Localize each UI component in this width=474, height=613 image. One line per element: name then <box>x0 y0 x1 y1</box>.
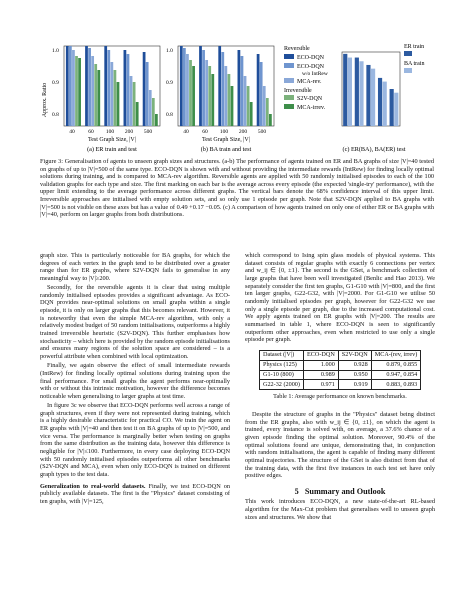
bar <box>66 46 69 126</box>
panel-a-xtick-5: 500 <box>143 129 153 135</box>
panel-a-ytick-1: 1.0 <box>52 48 59 54</box>
panel-b-ytick-2: 0.9 <box>166 80 173 86</box>
bar <box>192 66 195 126</box>
right-paragraph-2: Despite the structure of graphs in the "Physics" dataset being distinct from the ER graphs, also with w_ij ∈ {0, ±1}, on which the agent is trained, every instance is solved with, on average, a 37.6% chance of a given episode finding the optimal solution. Moreover, 90.4% of the optimal solutions found are unique, demonstrating that, in conjunction with random initialisations, the agent is capable of finding many different optimal trajectories. The structure of the GSet is also distinct from that of the training data, with the first five instances in each test set have only positive edges. <box>245 410 435 480</box>
legend-ba-train: BA train <box>404 61 425 67</box>
legend-header-irreversible: Irreversible <box>284 88 312 94</box>
bar <box>394 93 398 126</box>
bar <box>228 74 231 126</box>
table-cell: Physics (125) <box>260 360 304 370</box>
table-header: MCA-(rev, irrev) <box>371 350 421 360</box>
panel-b-xtick-1: 40 <box>183 129 189 135</box>
panel-b <box>166 46 274 153</box>
bar <box>208 66 211 126</box>
figure-caption: Figure 3: Generalisation of agents to unseen graph sizes and structures. (a-b) The performance of agents trained on ER and BA graphs of size |V|=40 tested on graphs of up to |V|=500 of the same type. ECO-DQN is shown with and without providing the intermediate rewards (IntRew) for finding locally optimal solutions during training, and is compared to MCA-rev algorithm. Reversible agents are applied with 50 randomly initialised episodes to each of the 100 validation graphs for each type and size. The first marking on each bar is the average across every episode (the expected 'single-try' performance), with the upper limit extending to the average performance across different graphs. The vertical bars denote the 68% confidence interval of this upper limit. Irreversible approaches are initialised with empty solution sets, and so only use 1 episode per graph. Note that S2V-DQN applied to BA graphs with |V|=500 is not visible on these axes but has a value of 0.49 +0.17 −0.05. (c) A comparison of how agents trained on only one of either ER or BA graphs with |V|=40, perform on larger graphs from both distributions. <box>40 158 434 219</box>
section-heading <box>245 488 435 496</box>
legend-mca-irrev: MCA-irrev. <box>297 105 326 111</box>
bar <box>355 58 359 126</box>
legend-er-train: ER train <box>404 44 425 50</box>
bar <box>205 60 208 126</box>
bar <box>155 114 158 126</box>
table-cell: 0.879, 0.855 <box>371 360 421 370</box>
panel-a-xtick-1: 40 <box>69 129 75 135</box>
table-cell: 0.883, 0.893 <box>371 380 421 390</box>
bar <box>133 82 136 126</box>
results-table <box>259 350 421 390</box>
bar <box>378 78 382 126</box>
legend-intrew: w/o IntRew <box>302 71 328 77</box>
bar <box>91 56 94 126</box>
figure-3 <box>40 38 434 154</box>
bar <box>202 50 205 126</box>
bar <box>183 48 186 126</box>
bar <box>97 70 100 126</box>
panel-b-ytick-1: 1.0 <box>166 48 173 54</box>
table-cell: 0.950 <box>338 370 371 380</box>
bar <box>88 48 91 126</box>
bar <box>263 86 266 126</box>
panel-b-xtick-3: 100 <box>219 129 229 135</box>
bar <box>244 76 247 126</box>
bar <box>114 70 117 126</box>
table-row <box>260 360 421 370</box>
bar <box>247 86 250 126</box>
table-header: ECO-DQN <box>303 350 338 360</box>
table-header: S2V-DQN <box>338 350 371 360</box>
left-paragraph-1: graph size. This is particularly noticeable for BA graphs, for which the degrees of each vertex in the graph tend to be distributed over a greater range than for ER graphs, where S2V-DQN fails to generalise in any meaningful way to |V|≥200. <box>40 252 230 282</box>
left-paragraph-2: Secondly, for the reversible agents it is clear that using multiple randomly initialised episodes provides a significant advantage. As ECO-DQN provides near-optimal solutions on small graphs within a single episode, it is only on larger graphs that this becomes relevant. However, it is noteworthy that even the simple MCA-rev algorithm, with only a relatively modest budget of 50 random initialisations, outperforms a highly trained irreversible heuristic (S2V-DQN). This further emphasises how stochasticity – which here is provided by the random episode initialisations and ensures many regions of the solution space are considered – is a powerful attribute when combined with local optimization. <box>40 284 230 361</box>
legend-eco-2: ECO-DQN <box>297 64 324 70</box>
bar <box>78 58 81 126</box>
bar <box>266 98 269 126</box>
panel-a-caption: (a) ER train and test <box>87 146 137 153</box>
bar <box>211 74 214 126</box>
left-paragraph-5-text: Finally, we test ECO-DQN on publicly available datasets. The first is the "Physics" dataset consisting of ten graphs, with |V|=125, <box>40 482 230 505</box>
bar <box>85 46 88 126</box>
bar <box>238 50 241 126</box>
table-cell: 0.919 <box>338 380 371 390</box>
bar <box>117 82 120 126</box>
bar <box>224 66 227 126</box>
bar <box>72 50 75 126</box>
bar <box>149 90 152 126</box>
bar <box>69 46 72 126</box>
panel-c <box>342 44 425 153</box>
legend-swatch-er <box>404 51 412 56</box>
left-column <box>40 252 230 507</box>
legend-eco: ECO-DQN <box>297 55 324 61</box>
table-row <box>260 380 421 390</box>
right-paragraph-1: which correspond to Ising spin glass models of physical systems. This dataset consists of regular graphs with exactly 6 connections per vertex and w_ij ∈ {0, ±1}. The second is the GSet, a benchmark collection of large graphs that have been well investigated (Benlic and Hao 2013). We separately consider the first ten graphs, G1-G10 with |V|=800, and the first ten larger graphs, G22-G32, with |V|=2000. For G1-G10 we utilise 50 randomly initialised episodes per graph, however for G22-G32 we use only a single episode per graph, due to the increased computational cost. We apply agents trained on ER graphs with |V|=200. The results are summarised in table 1, where ECO-DQN is seen to significantly outperform other approaches, even when restricted to use only a single episode per graph. <box>245 252 435 344</box>
panel-b-caption: (b) BA train and test <box>200 146 252 153</box>
panel-a-xlabel: Test Graph Size, |V| <box>88 137 136 143</box>
bar <box>104 46 107 126</box>
legend-swatch-s2v <box>284 95 294 100</box>
bar <box>269 114 272 126</box>
bar <box>199 46 202 126</box>
bar <box>186 54 189 126</box>
bar <box>136 102 139 126</box>
bar <box>124 50 127 126</box>
legend-mca-rev: MCA-rev. <box>297 79 322 85</box>
table-header: Dataset (|V|) <box>260 350 304 360</box>
bar <box>127 54 130 126</box>
bar <box>366 65 370 126</box>
left-paragraph-5 <box>40 483 230 506</box>
bar <box>75 56 78 126</box>
section-title: Summary and Outlook <box>304 486 386 496</box>
panel-a-xtick-2: 60 <box>88 129 94 135</box>
panel-a-xtick-4: 200 <box>124 129 134 135</box>
table-cell: 0.971 <box>303 380 338 390</box>
table-cell: 0.928 <box>338 360 371 370</box>
bar <box>189 60 192 126</box>
panel-a-ytick-2: 0.9 <box>52 80 59 86</box>
panel-a-ytick-3: 0.8 <box>52 112 59 118</box>
legend-swatch-eco-intrew <box>284 63 294 68</box>
panel-b-ytick-3: 0.8 <box>166 112 173 118</box>
bar <box>348 58 352 126</box>
section-paragraph: This work introduces ECO-DQN, a new state-of-the-art RL-based algorithm for the Max-Cut problem that generalises well to unseen graph sizes and structures. We show that <box>245 498 435 521</box>
bar <box>130 76 133 126</box>
legend-swatch-mca-irrev <box>284 104 294 109</box>
legend-swatch-ba <box>404 68 412 73</box>
panel-b-xtick-5: 500 <box>257 129 267 135</box>
panel-c-bars <box>343 54 398 126</box>
bar <box>180 46 183 126</box>
bar <box>152 98 155 126</box>
panel-c-caption: (c) ER(BA), BA(ER) test <box>342 146 406 153</box>
bar <box>143 52 146 126</box>
left-paragraph-4: In figure 3c we observe that ECO-DQN performs well across a range of graph structures, even if they were not represented during training, which is a highly desirable characteristic for practical CO. We train the agent on ER graphs with |V|=40 and then test it on BA graphs of up to |V|=500, and vice versa. The performance is marginally better when testing on graphs from the same distribution as the training data, however this difference is negligible for |V|≤100. Furthermore, in every case deploying ECO-DQN with 50 randomly initialised episodes outperforms all other benchmarks (S2V-DQN and MCA), even when only ECO-DQN is trained on different graph types to the test data. <box>40 401 230 478</box>
bar <box>218 46 221 126</box>
legend-s2v: S2V-DQN <box>297 96 323 102</box>
bar <box>371 69 375 126</box>
table-cell: 0.989 <box>303 370 338 380</box>
table-row <box>260 370 421 380</box>
bar <box>260 62 263 126</box>
bar <box>250 102 253 126</box>
table-cell: G22-32 (2000) <box>260 380 304 390</box>
bar <box>231 86 234 126</box>
legend-swatch-eco <box>284 54 294 59</box>
legend-train-test <box>404 44 425 73</box>
right-column <box>245 252 435 523</box>
bar <box>257 54 260 126</box>
section-number: 5 <box>294 486 299 496</box>
bar <box>94 64 97 126</box>
bar <box>359 61 363 126</box>
legend-header-reversible: Reversible <box>284 46 310 52</box>
panel-a-xtick-3: 100 <box>105 129 115 135</box>
legend-agents <box>284 46 328 111</box>
panel-a <box>42 46 160 153</box>
paragraph-heading: Generalization to real-world datasets. <box>40 482 146 490</box>
panel-b-xlabel: Test Graph Size, |V| <box>202 137 250 143</box>
panel-b-bars <box>180 46 272 126</box>
panel-b-xtick-4: 200 <box>238 129 248 135</box>
bar <box>110 62 113 126</box>
bar <box>390 89 394 126</box>
bar <box>241 56 244 126</box>
panel-a-bars <box>66 46 158 126</box>
bar <box>343 54 347 126</box>
table-header-row <box>260 350 421 360</box>
table-cell: 1.000 <box>303 360 338 370</box>
legend-swatch-mca-rev <box>284 78 294 83</box>
table-cell: 0.947, 0.854 <box>371 370 421 380</box>
bar <box>146 62 149 126</box>
panel-a-ylabel: Approx. Ratio <box>42 82 48 118</box>
table-cell: G1-10 (800) <box>260 370 304 380</box>
left-paragraph-3: Finally, we again observe the effect of small intermediate rewards (IntRew) for finding locally optimal solutions during training upon the final performance. For small graphs the agent performs near-optimally with or without this intrinsic motivation, however the difference becomes noticeable when generalising to larger graphs at test time. <box>40 362 230 400</box>
bar <box>107 50 110 126</box>
panel-b-xtick-2: 60 <box>202 129 208 135</box>
table-caption: Table 1: Average performance on known benchmarks. <box>273 393 407 401</box>
bar <box>221 52 224 126</box>
bar <box>383 82 387 126</box>
